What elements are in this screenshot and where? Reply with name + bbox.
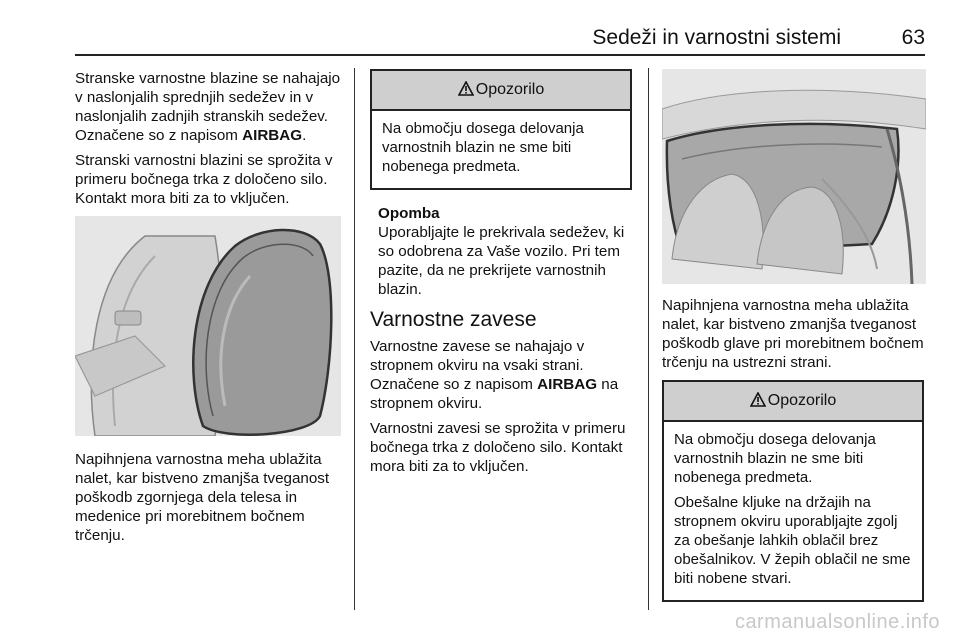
warning-header: Opozorilo — [664, 382, 922, 422]
curtain-airbag-illustration — [662, 69, 926, 284]
warning-box: Opozorilo Na območju dosega delovanja varnostnih blazin ne sme biti nobenega predmeta. Obešalne kljuke na držajih na stropnem okviru uporabljajte zgolj za obešanje lahkih oblačil brez obešalnikov. V žepih oblačil ne sme biti nobene stvari. — [662, 380, 924, 602]
airbag-label: AIRBAG — [242, 127, 303, 144]
section-title: Varnostne zavese — [370, 308, 537, 331]
paragraph: Varnostne zavese se nahajajo v stropnem okviru na vsaki strani. Označene so z napisom AIRBAG na stropnem okviru. — [370, 338, 619, 412]
note-block — [370, 204, 634, 299]
page-header — [75, 20, 925, 56]
airbag-label: AIRBAG — [537, 376, 598, 393]
column-divider — [648, 68, 649, 610]
warning-triangle-icon — [458, 81, 474, 96]
figure-caption: Napihnjena varnostna meha ublažita nalet, kar bistveno zmanjša tveganost poškodb glave pri morebitnem bočnem trčenju na ustrezni strani. — [662, 297, 924, 371]
note-text: Uporabljajte le prekrivala sedežev, ki so odobrena za Vaše vozilo. Pri tem pazite, da ne prekrijete varnostnih blazin. — [378, 224, 625, 298]
page-title: Sedeži in varnostni sistemi — [592, 26, 841, 49]
warning-header: Opozorilo — [372, 71, 630, 111]
watermark: carmanualsonline.info — [734, 611, 940, 633]
warning-box: Opozorilo Na območju dosega delovanja varnostnih blazin ne sme biti nobenega predmeta. — [370, 69, 632, 190]
column-3 — [662, 69, 926, 602]
warning-triangle-icon — [750, 392, 766, 407]
side-airbag-illustration — [75, 216, 341, 436]
paragraph: Stranski varnostni blazini se sprožita v primeru bočnega trka z določeno silo. Kontakt mora biti za to vključen. — [75, 152, 333, 207]
figure-caption: Napihnjena varnostna meha ublažita nalet, kar bistveno zmanjša tveganost poškodb zgornjega dela telesa in medenice pri morebitnem bočnem trčenju. — [75, 451, 330, 544]
paragraph: Varnostni zavesi se sprožita v primeru bočnega trka z določeno silo. Kontakt mora biti za to vključen. — [370, 420, 626, 475]
note-title: Opomba — [378, 205, 440, 222]
column-2 — [370, 69, 634, 482]
column-divider — [354, 68, 355, 610]
page-number: 63 — [901, 26, 925, 49]
column-1 — [75, 69, 341, 551]
paragraph: Stranske varnostne blazine se nahajajo v naslonjalih sprednjih sedežev in v naslonjalih zadnjih stranskih sedežev. Označene so z napisom AIRBAG. — [75, 70, 341, 144]
